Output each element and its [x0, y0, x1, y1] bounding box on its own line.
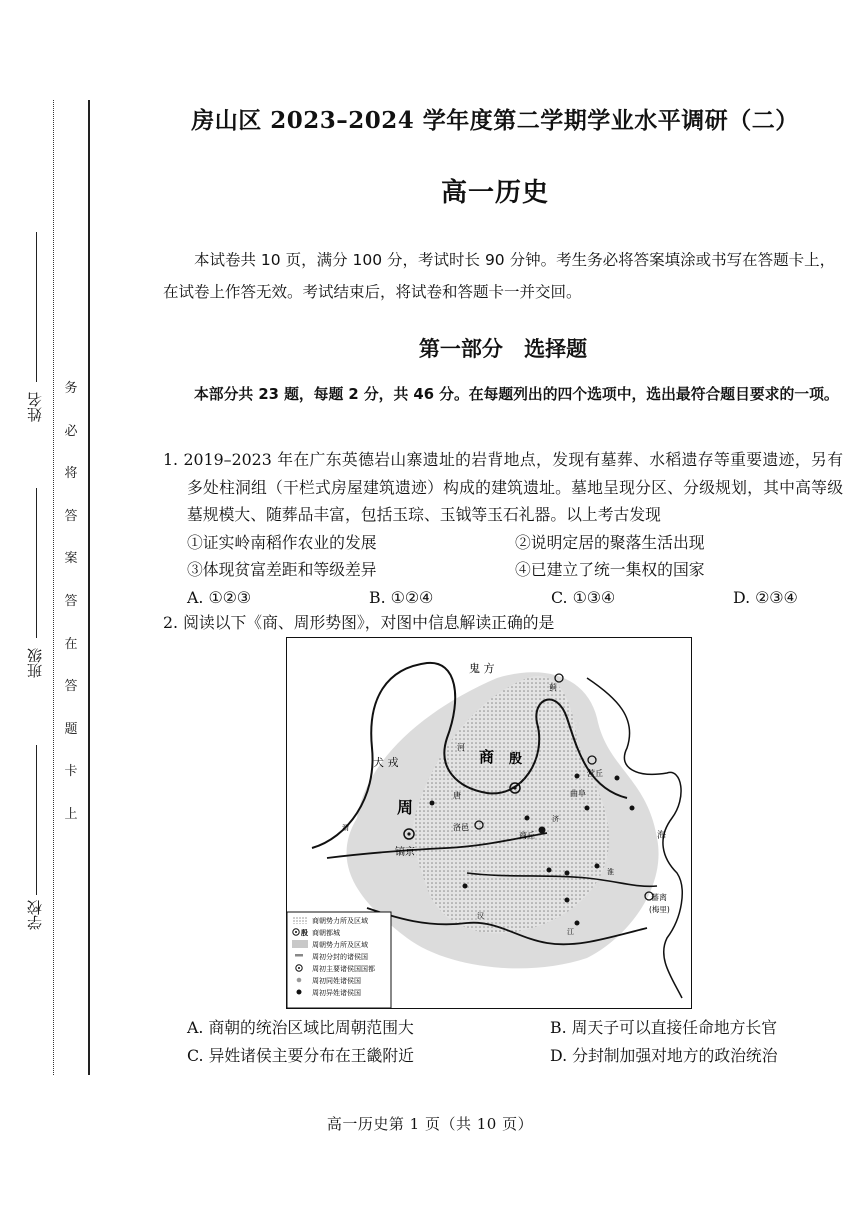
- school-field[interactable]: [24, 745, 48, 945]
- exam-title: 房山区 2023–2024 学年度第二学期学业水平调研（二）: [191, 107, 799, 134]
- question-2: [163, 609, 843, 636]
- part-title: 第一部分 选择题: [418, 337, 588, 361]
- state-dot: [565, 898, 570, 903]
- q1-choice-d[interactable]: D. ②③④: [733, 587, 798, 607]
- class-underline: [36, 488, 37, 638]
- q1-number: 1.: [163, 450, 179, 469]
- state-dot: [630, 806, 635, 811]
- binding-char: 案: [64, 551, 78, 567]
- name-label: 姓名: [26, 392, 44, 422]
- q1-statement: ④已建立了统一集权的国家: [515, 560, 705, 580]
- binding-char: 卡: [64, 764, 78, 780]
- map-label-quanrong: 犬 戎: [373, 756, 399, 769]
- q2-choice-a[interactable]: A. 商朝的统治区域比周朝范围大: [187, 1018, 414, 1037]
- q2-options: [187, 1014, 843, 1070]
- map-label-han: 汉: [477, 912, 484, 920]
- state-dot: [575, 774, 580, 779]
- legend-label: 周初分封的诸侯国: [312, 953, 368, 961]
- school-underline: [36, 745, 37, 895]
- map-label-jiang: 江: [567, 928, 574, 936]
- state-dot: [595, 864, 600, 869]
- binding-char: 题: [64, 721, 78, 737]
- name-underline: [36, 232, 37, 382]
- map-label-wei: 渭: [342, 824, 349, 832]
- q1-statement: ②说明定居的聚落生活出现: [515, 532, 705, 552]
- map-label-huai: 淮: [607, 868, 614, 876]
- map-label-ji-river: 济: [552, 815, 559, 823]
- q1-statement: ③体现贫富差距和等级差异: [187, 560, 377, 580]
- map-label-haojing: 镐京: [395, 847, 415, 858]
- legend-label: 周初主要诸侯国国都: [312, 965, 375, 973]
- state-dot: [463, 884, 468, 889]
- q1-choices: [163, 584, 843, 612]
- exam-instructions: 本试卷共 10 页，满分 100 分，考试时长 90 分钟。考生务必将答案填涂或书写在答题卡上，在试卷上作答无效。考试结束后，将试卷和答题卡一并交回。: [163, 251, 836, 301]
- q2-text: 阅读以下《商、周形势图》，对图中信息解读正确的是: [183, 613, 555, 632]
- binding-char: 必: [64, 423, 78, 439]
- map-label-guifang: 鬼 方: [469, 662, 495, 675]
- class-field[interactable]: [24, 488, 48, 688]
- subject-title: 高一历史: [440, 178, 549, 208]
- q2-number: 2.: [163, 613, 179, 632]
- q2-choice-c[interactable]: C. 异姓诸侯主要分布在王畿附近: [187, 1046, 414, 1065]
- binding-char: 在: [64, 636, 78, 652]
- name-field[interactable]: [24, 232, 48, 432]
- binding-char: 答: [64, 593, 78, 609]
- map-label-shang: 商: [479, 748, 495, 766]
- legend-label: 商朝都城: [312, 929, 340, 937]
- state-dot: [565, 871, 570, 876]
- map-label-shangqiu: 商丘: [519, 831, 535, 840]
- page-footer: 高一历史第 1 页（共 10 页）: [326, 1115, 534, 1133]
- legend-capital-label: 殷: [301, 929, 308, 937]
- state-dot: [615, 776, 620, 781]
- state-dot: [547, 868, 552, 873]
- cut-line: [53, 100, 54, 1075]
- q1-choice-c[interactable]: C. ①③④: [551, 587, 616, 607]
- binding-char: 答: [64, 508, 78, 524]
- map-label-zhou: 周: [397, 798, 414, 817]
- q2-choice-b[interactable]: B. 周天子可以直接任命地方长官: [550, 1018, 778, 1037]
- legend-label: 周初同姓诸侯国: [312, 977, 361, 985]
- q1-statement: ①证实岭南稻作农业的发展: [187, 532, 377, 552]
- q1-text: 2019–2023 年在广东英德岩山寨遗址的岩背地点，发现有墓葬、水稻遗存等重要遗迹，另有多处柱洞组（干栏式房屋建筑遗迹）构成的建筑遗址。墓地呈现分区、分级规划，其中高等级墓规模大、随葬品丰富，包括玉琮、玉钺等玉石礼器。以上考古发现: [183, 450, 843, 525]
- legend-label: 商朝势力所及区域: [312, 917, 368, 925]
- question-1: [163, 446, 843, 612]
- q2-choice-d[interactable]: D. 分封制加强对地方的政治统治: [550, 1046, 778, 1065]
- capital-marker: [407, 832, 410, 835]
- map-label-ji: 蓟: [549, 683, 557, 692]
- state-dot: [585, 806, 590, 811]
- binding-line: [88, 100, 90, 1075]
- q1-choice-b[interactable]: B. ①②④: [369, 587, 434, 607]
- state-dot: [525, 816, 530, 821]
- legend-label: 周朝势力所及区域: [312, 941, 368, 949]
- map-label-sea: 海: [657, 831, 667, 841]
- binding-notice: [62, 368, 80, 837]
- q1-statements-row: [163, 556, 843, 584]
- binding-char: 上: [64, 806, 78, 822]
- q1-choice-a[interactable]: A. ①②③: [187, 587, 251, 607]
- part-note: 本部分共 23 题，每题 2 分，共 46 分。在每题列出的四个选项中，选出最符合题目要求的一项。: [194, 386, 839, 403]
- q2-options-row: [187, 1014, 843, 1042]
- q1-stem: [163, 446, 843, 529]
- map-label-meili: (梅里): [649, 905, 670, 914]
- map-label-tang: 唐: [453, 791, 461, 800]
- map-label-he: 河: [457, 743, 465, 752]
- q1-statements-row: [163, 529, 843, 557]
- map-svg: [287, 638, 691, 1008]
- binding-char: 答: [64, 679, 78, 695]
- school-label: 学校: [26, 900, 44, 930]
- shang-zhou-map: [286, 637, 692, 1009]
- capital-marker: [513, 786, 516, 789]
- state-dot: [430, 801, 435, 806]
- map-label-fanli: 蕃离: [651, 893, 667, 902]
- map-legend: [287, 912, 391, 1008]
- map-label-luoyi: 洛邑: [453, 823, 469, 832]
- map-label-yingqiu: 营丘: [587, 769, 603, 778]
- state-dot: [575, 921, 580, 926]
- binding-char: 将: [64, 466, 78, 482]
- map-label-qufu: 曲阜: [570, 789, 586, 798]
- map-label-yin: 殷: [509, 752, 523, 767]
- class-label: 班级: [26, 648, 44, 678]
- state-dot: [539, 827, 546, 834]
- q2-options-row: [187, 1042, 843, 1070]
- binding-char: 务: [64, 381, 78, 396]
- legend-label: 周初异姓诸侯国: [312, 989, 361, 997]
